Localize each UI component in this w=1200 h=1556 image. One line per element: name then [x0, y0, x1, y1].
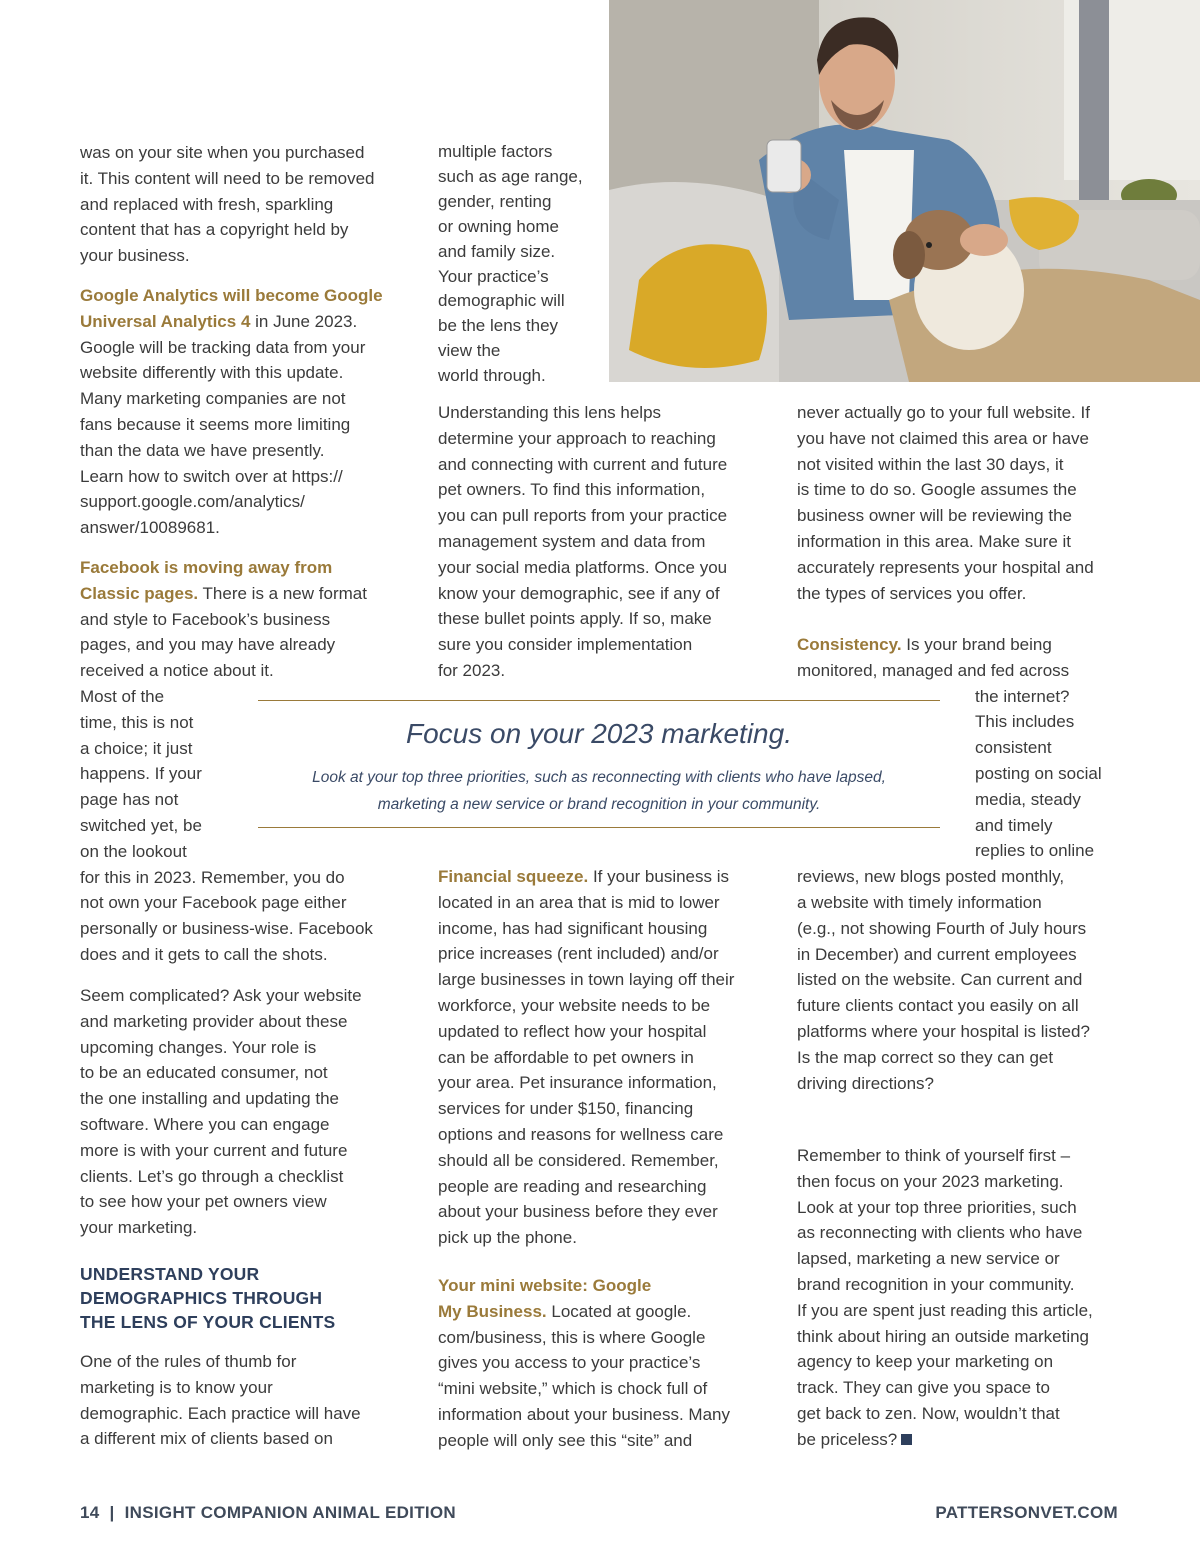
- text-line: Located at google.: [546, 1301, 692, 1321]
- analytics-link-text: answer/10089681.: [80, 518, 220, 538]
- text-line: platforms where your hospital is listed?: [797, 1021, 1090, 1041]
- text-line: a different mix of clients based on: [80, 1429, 333, 1449]
- text-line: more is with your current and future: [80, 1140, 348, 1160]
- facebook-lead: Facebook is moving away from: [80, 558, 333, 577]
- text-line: accurately represents your hospital and: [797, 557, 1094, 577]
- text-line: Most of the: [80, 686, 165, 706]
- col3-website-paragraph: [797, 400, 1137, 606]
- text-line: Your practice’s: [438, 266, 549, 286]
- text-line: demographic will: [438, 291, 565, 311]
- text-line: pages, and you may have already: [80, 635, 336, 655]
- mini-website-lead: My Business.: [438, 1301, 547, 1321]
- text-line: sure you consider implementation: [438, 635, 693, 655]
- text-line: your social media platforms. Once you: [438, 557, 728, 577]
- footer-website: PATTERSONVET.COM: [935, 1503, 1118, 1522]
- text-line: view the: [438, 341, 501, 361]
- text-line: listed on the website. Can current and: [797, 970, 1083, 990]
- pull-quote-title: Focus on your 2023 marketing.: [406, 718, 792, 749]
- text-line: page has not: [80, 790, 179, 810]
- text-line: brand recognition in your community.: [797, 1274, 1075, 1294]
- text-line: gender, renting: [438, 191, 552, 211]
- text-line: services for under $150, financing: [438, 1099, 694, 1119]
- text-line: these bullet points apply. If so, make: [438, 609, 712, 629]
- pull-quote-bottom-rule: [258, 827, 940, 828]
- text-line: Look at your top three priorities, such: [797, 1197, 1077, 1217]
- text-line: be priceless?: [797, 1429, 898, 1449]
- text-line: not own your Facebook page either: [80, 893, 347, 913]
- text-line: large businesses in town laying off their: [438, 970, 735, 990]
- text-line: workforce, your website needs to be: [438, 995, 711, 1015]
- text-line: for 2023.: [438, 660, 506, 680]
- text-line: marketing is to know your: [80, 1377, 273, 1397]
- text-line: monitored, managed and fed across: [797, 660, 1070, 680]
- text-line: such as age range,: [438, 166, 583, 186]
- text-line: a choice; it just: [80, 738, 193, 758]
- text-line: it. This content will need to be removed: [80, 168, 375, 188]
- text-line: and connecting with current and future: [438, 454, 728, 474]
- google-analytics-lead: Universal Analytics 4: [80, 311, 251, 331]
- pull-quote-body: [258, 764, 940, 818]
- text-line: get back to zen. Now, wouldn’t that: [797, 1403, 1060, 1423]
- heading-line: DEMOGRAPHICS THROUGH: [80, 1288, 323, 1308]
- text-line: If you are spent just reading this article,: [797, 1300, 1093, 1320]
- text-line: updated to reflect how your hospital: [438, 1021, 707, 1041]
- text-line: and family size.: [438, 241, 556, 261]
- end-mark-icon: [901, 1434, 912, 1445]
- footer-page-info: 14 | INSIGHT COMPANION ANIMAL EDITION: [80, 1503, 456, 1522]
- text-line: website differently with this update.: [80, 363, 344, 383]
- text-line: then focus on your 2023 marketing.: [797, 1171, 1064, 1191]
- text-line: options and reasons for wellness care: [438, 1124, 724, 1144]
- text-line: is time to do so. Google assumes the: [797, 480, 1077, 500]
- pull-quote-top-rule: [258, 700, 940, 701]
- pull-quote: [258, 700, 940, 828]
- financial-squeeze-lead: Financial squeeze.: [438, 867, 589, 886]
- google-analytics-lead: Google Analytics will become Google: [80, 286, 383, 305]
- text-line: If your business is: [588, 867, 730, 886]
- col3-remember-paragraph: [797, 1143, 1137, 1453]
- text-line: your marketing.: [80, 1218, 198, 1238]
- text-line: content that has a copyright held by: [80, 220, 349, 240]
- text-line: management system and data from: [438, 531, 706, 551]
- article-photo: [609, 0, 1200, 382]
- facebook-lead: Classic pages.: [80, 583, 199, 603]
- text-line: pet owners. To find this information,: [438, 480, 706, 500]
- consistency-lead: Consistency.: [797, 635, 902, 654]
- text-line: world through.: [438, 366, 546, 386]
- text-line: on the lookout: [80, 841, 187, 861]
- text-line: (e.g., not showing Fourth of July hours: [797, 918, 1087, 938]
- text-line: Is your brand being: [901, 635, 1052, 654]
- text-line: the one installing and updating the: [80, 1089, 339, 1109]
- text-line: pick up the phone.: [438, 1228, 577, 1248]
- text-line: personally or business-wise. Facebook: [80, 919, 373, 939]
- text-line: driving directions?: [797, 1073, 935, 1093]
- text-line: or owning home: [438, 216, 559, 236]
- text-line: Is the map correct so they can get: [797, 1047, 1054, 1067]
- text-line: located in an area that is mid to lower: [438, 892, 720, 912]
- analytics-link-text: Learn how to switch over at https://: [80, 466, 343, 486]
- text-line: the internet?: [975, 686, 1070, 706]
- text-line: your business.: [80, 246, 190, 266]
- text-line: time, this is not: [80, 712, 194, 732]
- text-line: software. Where you can engage: [80, 1114, 330, 1134]
- text-line: reviews, new blogs posted monthly,: [797, 867, 1065, 887]
- text-line: replies to online: [975, 841, 1095, 861]
- text-line: and marketing provider about these: [80, 1011, 348, 1031]
- text-line: demographic. Each practice will have: [80, 1403, 361, 1423]
- text-line: Seem complicated? Ask your website: [80, 986, 362, 1005]
- text-line: to see how your pet owners view: [80, 1192, 327, 1212]
- col1-google-analytics-paragraph: [80, 283, 410, 541]
- pull-quote-line: Look at your top three priorities, such as reconnecting with clients who have lapsed,: [312, 769, 886, 786]
- mini-website-lead: Your mini website: Google: [438, 1276, 652, 1295]
- text-line: posting on social: [975, 763, 1102, 783]
- text-line: received a notice about it.: [80, 661, 274, 681]
- text-line: future clients contact you easily on all: [797, 996, 1079, 1016]
- text-line: upcoming changes. Your role is: [80, 1037, 317, 1057]
- text-line: Understanding this lens helps: [438, 403, 662, 422]
- col1-seem-complicated-paragraph: [80, 983, 410, 1241]
- text-line: in December) and current employees: [797, 944, 1077, 964]
- text-line: clients. Let’s go through a checklist: [80, 1166, 344, 1186]
- text-line: fans because it seems more limiting: [80, 414, 351, 434]
- text-line: you can pull reports from your practice: [438, 506, 728, 526]
- text-line: think about hiring an outside marketing: [797, 1326, 1090, 1346]
- text-line: should all be considered. Remember,: [438, 1150, 719, 1170]
- text-line: people will only see this “site” and: [438, 1430, 693, 1450]
- text-line: media, steady: [975, 789, 1081, 809]
- text-line: can be affordable to pet owners in: [438, 1047, 694, 1067]
- col1-rules-paragraph: [80, 1349, 410, 1452]
- text-line: switched yet, be: [80, 815, 202, 835]
- text-line: agency to keep your marketing on: [797, 1352, 1054, 1372]
- text-line: a website with timely information: [797, 892, 1042, 912]
- text-line: lapsed, marketing a new service or: [797, 1249, 1060, 1269]
- text-line: does and it gets to call the shots.: [80, 944, 328, 964]
- text-line: gives you access to your practice’s: [438, 1353, 701, 1373]
- heading-line: THE LENS OF YOUR CLIENTS: [80, 1312, 336, 1332]
- text-line: people are reading and researching: [438, 1176, 707, 1196]
- text-line: be the lens they: [438, 316, 559, 336]
- text-line: Many marketing companies are not: [80, 389, 346, 409]
- text-line: multiple factors: [438, 142, 553, 161]
- text-line: for this in 2023. Remember, you do: [80, 867, 345, 887]
- text-line: not visited within the last 30 days, it: [797, 454, 1064, 474]
- text-line: the types of services you offer.: [797, 583, 1027, 603]
- col2-financial-paragraph: [438, 864, 773, 1251]
- text-line: business owner will be reviewing the: [797, 506, 1072, 526]
- col2-lens-paragraph: [438, 400, 773, 684]
- text-line: and timely: [975, 815, 1053, 835]
- col2-mini-website-paragraph: [438, 1273, 773, 1454]
- col2-demographic-paragraph: [438, 140, 608, 389]
- text-line: information about your business. Many: [438, 1404, 730, 1424]
- text-line: than the data we have presently.: [80, 440, 325, 460]
- analytics-link-text: support.google.com/analytics/: [80, 492, 305, 512]
- text-line: never actually go to your full website. If: [797, 403, 1090, 422]
- pull-quote-line: marketing a new service or brand recognition in your community.: [377, 796, 821, 813]
- text-line: One of the rules of thumb for: [80, 1352, 297, 1371]
- text-line: “mini website,” which is chock full of: [438, 1379, 708, 1399]
- text-line: There is a new format: [198, 583, 367, 603]
- text-line: income, has had significant housing: [438, 918, 708, 938]
- text-line: you have not claimed this area or have: [797, 428, 1090, 448]
- text-line: com/business, this is where Google: [438, 1327, 706, 1347]
- text-line: your area. Pet insurance information,: [438, 1073, 717, 1093]
- text-line: price increases (rent included) and/or: [438, 944, 719, 964]
- text-line: as reconnecting with clients who have: [797, 1223, 1083, 1243]
- text-line: know your demographic, see if any of: [438, 583, 720, 603]
- text-line: and replaced with fresh, sparkling: [80, 194, 334, 214]
- section-heading: [80, 1262, 410, 1334]
- text-line: Remember to think of yourself first –: [797, 1146, 1071, 1165]
- text-line: Google will be tracking data from your: [80, 337, 366, 357]
- text-line: This includes: [975, 712, 1075, 732]
- man-with-dog-illustration: [609, 0, 1200, 382]
- text-line: and style to Facebook’s business: [80, 609, 331, 629]
- text-line: about your business before they ever: [438, 1202, 718, 1222]
- text-line: in June 2023.: [250, 311, 358, 331]
- text-line: consistent: [975, 738, 1052, 758]
- text-line: was on your site when you purchased: [80, 143, 365, 162]
- text-line: track. They can give you space to: [797, 1378, 1050, 1398]
- text-line: determine your approach to reaching: [438, 428, 716, 448]
- text-line: happens. If your: [80, 764, 202, 784]
- text-line: to be an educated consumer, not: [80, 1063, 328, 1083]
- text-line: information in this area. Make sure it: [797, 531, 1072, 551]
- heading-line: UNDERSTAND YOUR: [80, 1264, 260, 1284]
- col1-intro-paragraph: [80, 140, 410, 269]
